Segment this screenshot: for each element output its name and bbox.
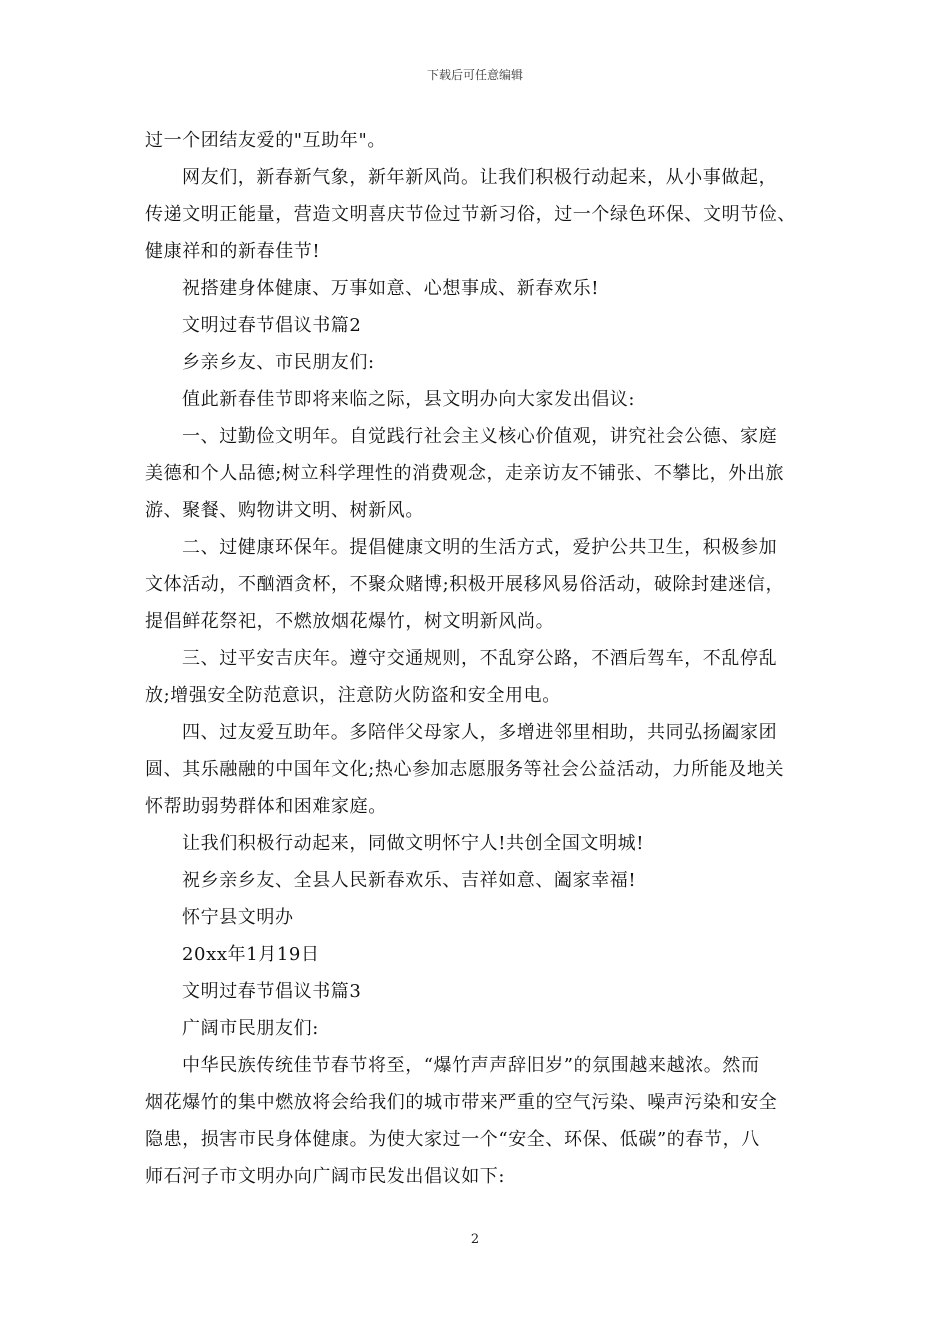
text-line: 美德和个人品德;树立科学理性的消费观念，走亲访友不铺张、不攀比，外出旅 [145,463,785,484]
text-line: 二、过健康环保年。提倡健康文明的生活方式，爱护公共卫生，积极参加 [182,537,778,558]
salutation: 乡亲乡友、市民朋友们: [182,352,375,373]
text-line: 隐患，损害市民身体健康。为使大家过一个“安全、环保、低碳”的春节，八 [145,1129,760,1150]
page-number: 2 [470,1232,480,1247]
text-line: 三、过平安吉庆年。遵守交通规则，不乱穿公路，不酒后驾车，不乱停乱 [182,648,778,669]
document-body [145,126,825,1199]
text-line: 怀帮助弱势群体和困难家庭。 [145,796,387,817]
text-line: 师石河子市文明办向广阔市民发出倡议如下: [145,1166,506,1187]
signature: 怀宁县文明办 [182,907,294,928]
text-line: 祝搭建身体健康、万事如意、心想事成、新春欢乐! [182,278,600,299]
text-line: 提倡鲜花祭祀，不燃放烟花爆竹，树文明新风尚。 [145,611,555,632]
page-header-note: 下载后可任意编辑 [426,68,523,82]
text-line: 文体活动，不酗酒贪杯，不聚众赌博;积极开展移风易俗活动，破除封建迷信， [145,574,785,595]
text-line: 中华民族传统佳节春节将至，“爆竹声声辞旧岁”的氛围越来越浓。然而 [182,1055,760,1076]
section-heading: 文明过春节倡议书篇2 [182,315,362,336]
text-line: 值此新春佳节即将来临之际，县文明办向大家发出倡议: [182,389,636,410]
text-line: 让我们积极行动起来，同做文明怀宁人!共创全国文明城! [182,833,645,854]
text-line: 放;增强安全防范意识，注意防火防盗和安全用电。 [145,685,561,706]
text-line: 一、过勤俭文明年。自觉践行社会主义核心价值观，讲究社会公德、家庭 [182,426,778,447]
text-line: 圆、其乐融融的中国年文化;热心参加志愿服务等社会公益活动，力所能及地关 [145,759,785,780]
text-line: 健康祥和的新春佳节! [145,241,321,262]
text-line: 过一个团结友爱的"互助年"。 [145,130,386,151]
text-line: 烟花爆竹的集中燃放将会给我们的城市带来严重的空气污染、噪声污染和安全 [145,1092,778,1113]
section-heading: 文明过春节倡议书篇3 [182,981,362,1002]
text-line: 传递文明正能量，营造文明喜庆节俭过节新习俗，过一个绿色环保、文明节俭、 [145,204,796,225]
salutation: 广阔市民朋友们: [182,1018,319,1039]
date: 20xx年1月19日 [182,944,320,965]
text-line: 四、过友爱互助年。多陪伴父母家人，多增进邻里相助，共同弘扬阖家团 [182,722,778,743]
text-line: 祝乡亲乡友、全县人民新春欢乐、吉祥如意、阖家幸福! [182,870,637,891]
text-line: 游、聚餐、购物讲文明、树新风。 [145,500,424,521]
text-line: 网友们，新春新气象，新年新风尚。让我们积极行动起来，从小事做起， [182,167,778,188]
